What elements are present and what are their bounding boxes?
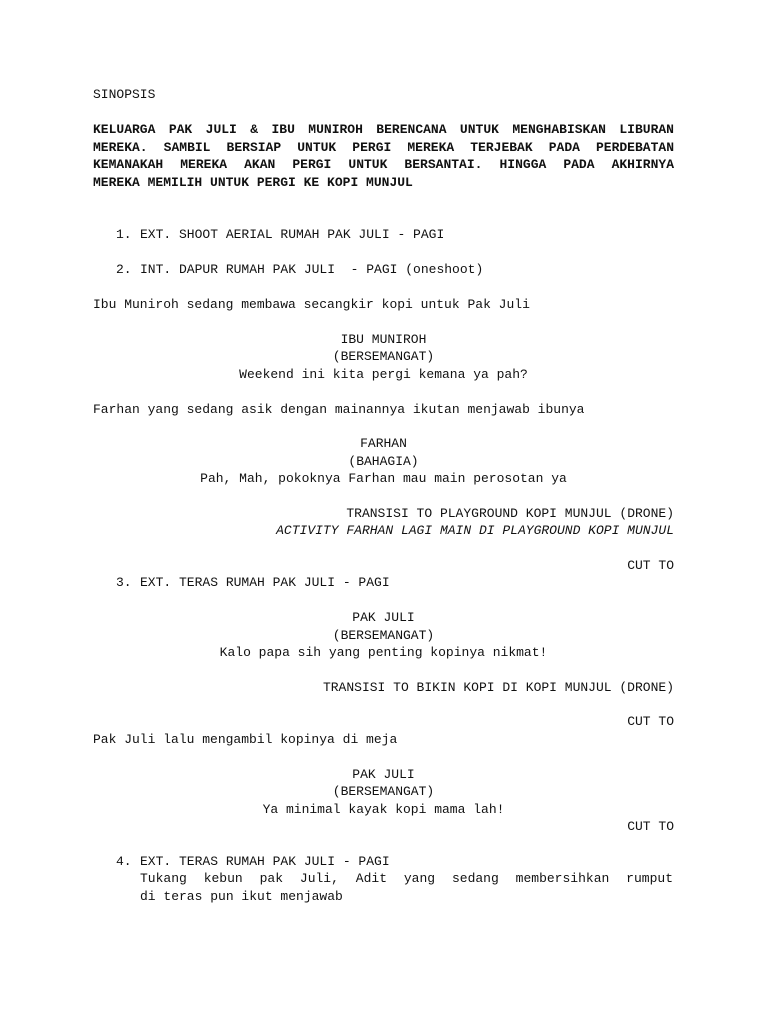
- character-name: PAK JULI: [352, 767, 415, 782]
- cut-to: CUT TO: [627, 819, 674, 834]
- synopsis-paragraph: [93, 121, 674, 191]
- synopsis-heading: SINOPSIS: [93, 87, 156, 102]
- synopsis-line: KEMANAKAH MEREKA AKAN PERGI UNTUK BERSANTAI. HINGGA PADA AKHIRNYA: [93, 157, 674, 172]
- character-name: IBU MUNIROH: [340, 332, 427, 347]
- action-line: Tukang kebun pak Juli, Adit yang sedang membersihkan rumput: [140, 871, 673, 886]
- scene-heading-1: [116, 226, 444, 244]
- scene-title: EXT. SHOOT AERIAL RUMAH PAK JULI - PAGI: [140, 227, 445, 242]
- scene-number: 4.: [116, 854, 132, 869]
- scene-number: 3.: [116, 575, 132, 590]
- scene-heading-2: [116, 261, 483, 279]
- scene-heading-3: [116, 574, 390, 592]
- transition-line: TRANSISI TO BIKIN KOPI DI KOPI MUNJUL (DRONE): [322, 680, 674, 695]
- cut-to: CUT TO: [627, 714, 674, 729]
- action-line: Pak Juli lalu mengambil kopinya di meja: [93, 732, 398, 747]
- parenthetical: (BERSEMANGAT): [332, 784, 435, 799]
- scene-number: 2.: [116, 262, 132, 277]
- scene-title: EXT. TERAS RUMAH PAK JULI - PAGI: [140, 854, 390, 869]
- transition-note: ACTIVITY FARHAN LAGI MAIN DI PLAYGROUND KOPI MUNJUL: [276, 523, 674, 538]
- character-name: FARHAN: [360, 436, 407, 451]
- scene-title: EXT. TERAS RUMAH PAK JULI - PAGI: [140, 575, 390, 590]
- dialogue-line: Pah, Mah, pokoknya Farhan mau main perosotan ya: [200, 471, 567, 486]
- synopsis-line: KELUARGA PAK JULI & IBU MUNIROH BERENCANA UNTUK MENGHABISKAN LIBURAN: [93, 122, 674, 137]
- parenthetical: (BERSEMANGAT): [332, 349, 435, 364]
- dialogue-line: Weekend ini kita pergi kemana ya pah?: [239, 367, 528, 382]
- dialogue-line: Ya minimal kayak kopi mama lah!: [262, 802, 505, 817]
- character-name: PAK JULI: [352, 610, 415, 625]
- dialogue-line: Kalo papa sih yang penting kopinya nikmat!: [219, 645, 548, 660]
- action-line: di teras pun ikut menjawab: [140, 888, 343, 904]
- scene-title: INT. DAPUR RUMAH PAK JULI - PAGI (oneshoot): [140, 262, 484, 277]
- scene-number: 1.: [116, 227, 132, 242]
- scene-heading-4: [116, 853, 390, 871]
- parenthetical: (BERSEMANGAT): [332, 628, 435, 643]
- synopsis-line: MEREKA. SAMBIL BERSIAP UNTUK PERGI MEREKA TERJEBAK PADA PERDEBATAN: [93, 139, 674, 155]
- scene-action-block: [140, 870, 673, 905]
- cut-to: CUT TO: [627, 558, 674, 573]
- action-line: Ibu Muniroh sedang membawa secangkir kopi untuk Pak Juli: [93, 297, 530, 312]
- action-line: Farhan yang sedang asik dengan mainannya ikutan menjawab ibunya: [93, 402, 585, 417]
- parenthetical: (BAHAGIA): [348, 454, 419, 469]
- synopsis-line: MEREKA MEMILIH UNTUK PERGI KE KOPI MUNJUL: [93, 174, 413, 190]
- transition-line: TRANSISI TO PLAYGROUND KOPI MUNJUL (DRONE): [346, 506, 674, 521]
